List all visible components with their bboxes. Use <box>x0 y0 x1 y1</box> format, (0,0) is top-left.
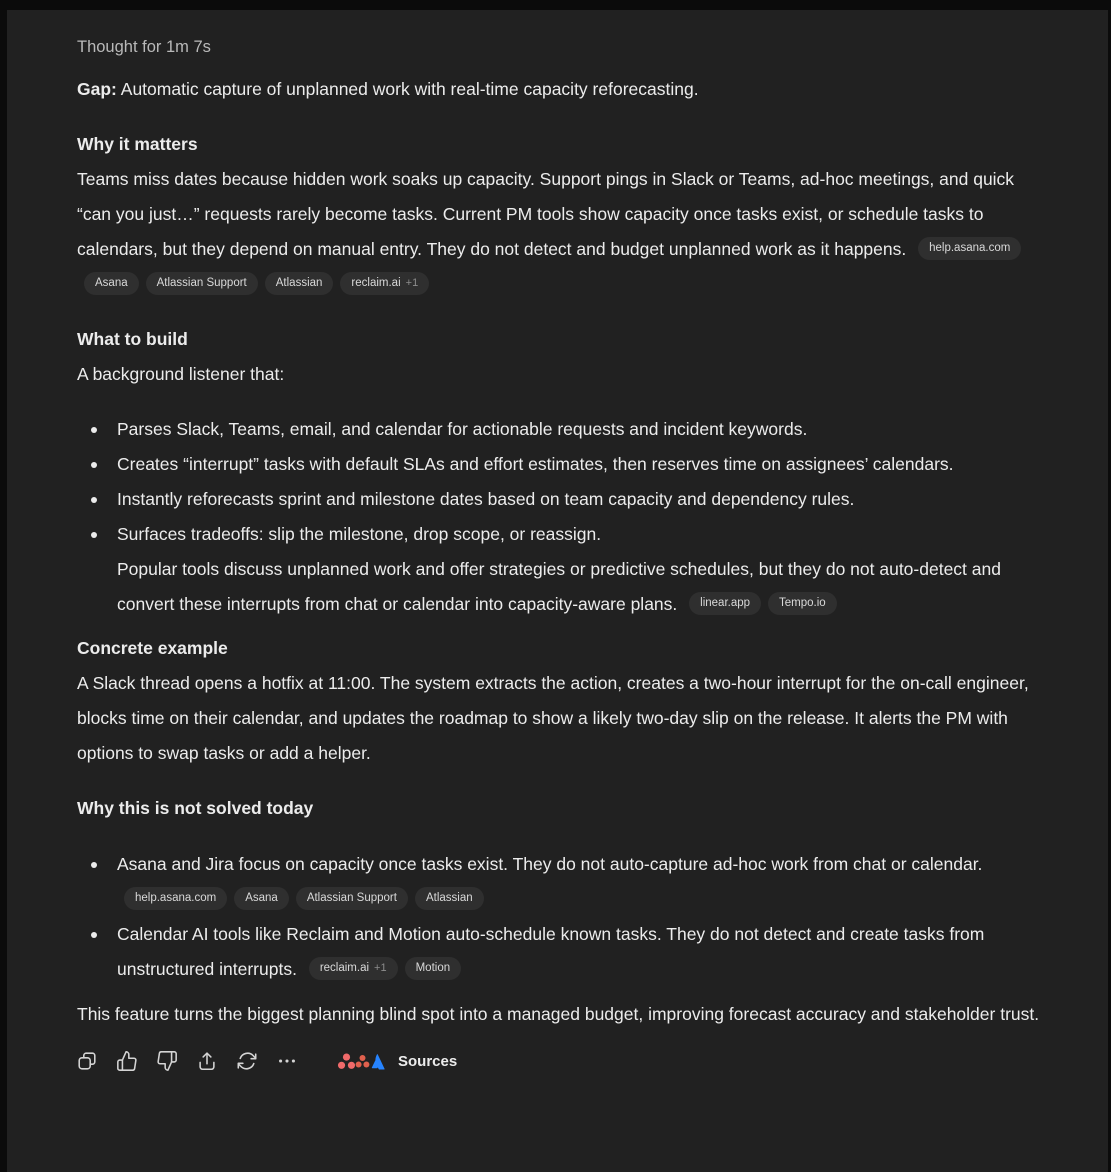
assistant-message <box>7 10 1040 1077</box>
more-options-icon <box>276 1050 298 1072</box>
closing-paragraph: This feature turns the biggest planning blind spot into a managed budget, improving forecast accuracy and stakeholder trust. <box>77 1004 1040 1024</box>
regenerate-button[interactable] <box>231 1045 263 1077</box>
citation-pill-reclaim[interactable]: reclaim.ai +1 <box>309 957 398 980</box>
thumbs-down-icon <box>156 1050 178 1072</box>
asana-favicon <box>337 1052 356 1071</box>
list-item: Creates “interrupt” tasks with default SLAs and effort estimates, then reserves time on assignees’ calendars. <box>77 447 1040 482</box>
copy-button[interactable] <box>71 1045 103 1077</box>
citation-pill-atlassian[interactable]: Atlassian <box>265 272 334 295</box>
message-toolbar <box>71 1045 1040 1077</box>
heading-what-to-build: What to build <box>77 329 188 349</box>
thought-duration-toggle[interactable]: Thought for 1m 7s <box>77 38 211 56</box>
source-favicons <box>337 1052 388 1071</box>
list-item: Calendar AI tools like Reclaim and Motion auto-schedule known tasks. They do not detect and create tasks from unstructured interrupts. reclaim.ai +1 Motion <box>77 917 1040 987</box>
list-item <box>77 517 1040 622</box>
citation-pill-help-asana[interactable]: help.asana.com <box>124 887 227 910</box>
list-item: Parses Slack, Teams, email, and calendar for actionable requests and incident keywords. <box>77 412 1040 447</box>
list-item: Asana and Jira focus on capacity once tasks exist. They do not auto-capture ad-hoc work from chat or calendar. help.asana.com Asana Atlassian Support Atlassian <box>77 847 1040 917</box>
citation-more-count: +1 <box>374 962 387 975</box>
thumbs-up-icon <box>116 1050 138 1072</box>
citation-pill-asana[interactable]: Asana <box>84 272 139 295</box>
more-options-button[interactable] <box>271 1045 303 1077</box>
gap-text: Automatic capture of unplanned work with real-time capacity reforecasting. <box>120 79 699 99</box>
list-item-text: Surfaces tradeoffs: slip the milestone, drop scope, or reassign. <box>117 524 602 544</box>
heading-why-it-matters: Why it matters <box>77 134 198 154</box>
citation-pill-asana[interactable]: Asana <box>234 887 289 910</box>
sources-label: Sources <box>398 1052 458 1070</box>
why-paragraph: Teams miss dates because hidden work soaks up capacity. Support pings in Slack or Teams, ad-hoc meetings, and quick “can you just…” requests rarely become tasks. Current PM tools show capacity once tasks exist, or schedule tasks to calendars, but they depend on manual entry. They do not detect and budget unplanned work as it happens. help.asana.com Asana Atlassian Support Atlassian reclaim.ai +1 <box>77 162 1040 302</box>
asana-favicon-2 <box>355 1054 370 1069</box>
thumbs-up-button[interactable] <box>111 1045 143 1077</box>
share-button[interactable] <box>191 1045 223 1077</box>
citation-pill-tempo[interactable]: Tempo.io <box>768 592 837 615</box>
build-lead: A background listener that: <box>77 364 285 384</box>
heading-concrete-example: Concrete example <box>77 638 228 658</box>
citation-pill-atlassian-support[interactable]: Atlassian Support <box>296 887 408 910</box>
not-solved-bullet-list <box>77 847 1040 987</box>
list-item: Instantly reforecasts sprint and milestone dates based on team capacity and dependency rules. <box>77 482 1040 517</box>
gap-label: Gap: <box>77 79 117 99</box>
thumbs-down-button[interactable] <box>151 1045 183 1077</box>
gap-summary <box>77 72 1040 107</box>
example-paragraph: A Slack thread opens a hotfix at 11:00. The system extracts the action, creates a two-hour interrupt for the on-call engineer, blocks time on their calendar, and updates the roadmap to show a likely two-day slip on the release. It alerts the PM with options to swap tasks or add a helper. <box>77 673 1029 763</box>
citation-pill-atlassian[interactable]: Atlassian <box>415 887 484 910</box>
copy-icon <box>76 1050 98 1072</box>
build-bullet-list <box>77 412 1040 622</box>
citation-more-count: +1 <box>405 277 419 290</box>
citation-pill-atlassian-support[interactable]: Atlassian Support <box>146 272 258 295</box>
followup-text: Popular tools discuss unplanned work and offer strategies or predictive schedules, but they do not auto-detect and convert these interrupts from chat or calendar into capacity-aware plans. linear.app Tempo.io <box>117 559 1001 614</box>
citation-pill-reclaim[interactable]: reclaim.ai +1 <box>340 272 429 295</box>
share-icon <box>196 1050 218 1072</box>
regenerate-icon <box>236 1050 258 1072</box>
sources-button[interactable] <box>329 1048 465 1075</box>
citation-pill-linear[interactable]: linear.app <box>689 592 761 615</box>
chat-response-panel <box>7 10 1108 1172</box>
heading-not-solved: Why this is not solved today <box>77 798 314 818</box>
citation-pill-help-asana[interactable]: help.asana.com <box>918 237 1021 260</box>
atlassian-favicon <box>369 1052 388 1071</box>
citation-pill-motion[interactable]: Motion <box>405 957 462 980</box>
